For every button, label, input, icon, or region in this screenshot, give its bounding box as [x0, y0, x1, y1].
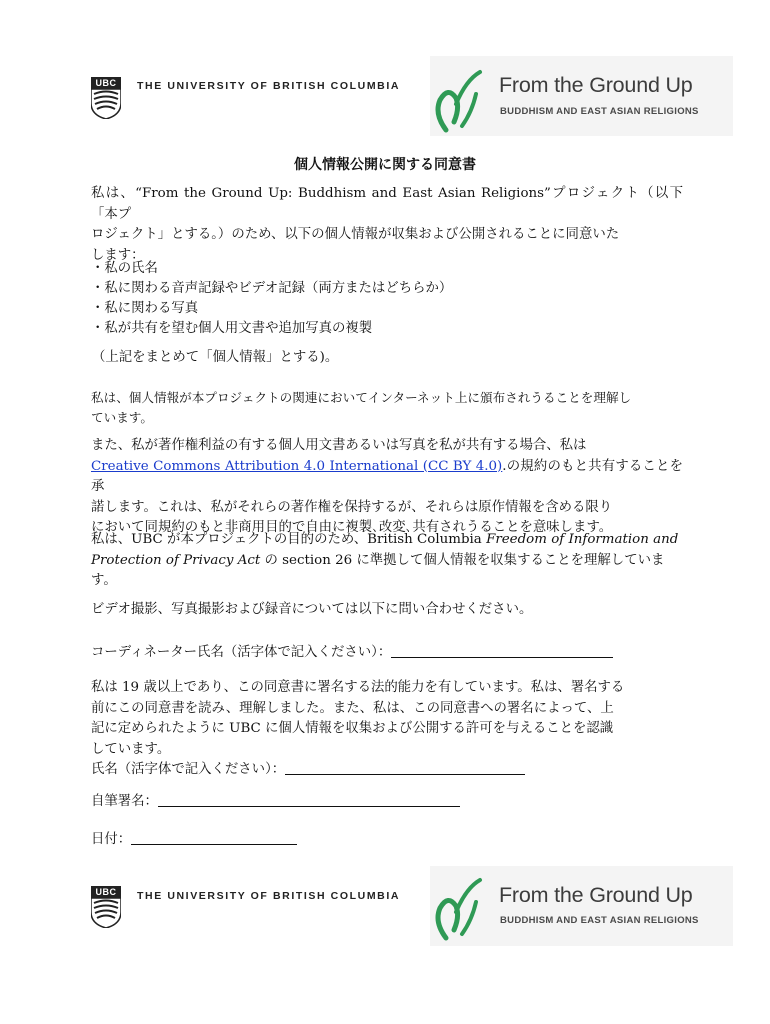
privacy-act-name: Freedom of Information and [486, 532, 679, 547]
list-item: ・私に関わる音声記録やビデオ記録（両方またはどちらか） [91, 281, 453, 296]
project-title: From the Ground Up [499, 73, 693, 97]
copyright-line: 諾します。これは、私がそれらの著作権を保持するが、それらは原作情報を含める限り [91, 499, 613, 515]
signature-blank[interactable] [158, 792, 460, 807]
name-field [91, 760, 525, 780]
sprout-icon [432, 64, 484, 134]
consent-paragraph [91, 678, 683, 760]
document-title: 個人情報公開に関する同意書 [294, 157, 476, 173]
copyright-paragraph [91, 436, 683, 539]
project-subtitle: BUDDHISM AND EAST ASIAN RELIGIONS [500, 915, 699, 926]
list-item: ・私が共有を望む個人用文書や追加写真の複製 [91, 321, 373, 336]
project-subtitle: BUDDHISM AND EAST ASIAN RELIGIONS [500, 106, 699, 117]
privacy-line [91, 530, 683, 551]
name-label: 氏名（活字体で記入ください）： [91, 762, 286, 777]
privacy-line [91, 551, 683, 572]
project-title: From the Ground Up [499, 883, 693, 907]
date-field [91, 830, 297, 850]
date-label: 日付： [91, 832, 132, 847]
copyright-line-rest: .の規約のもと共有することを承 [91, 458, 683, 494]
collective-note: （上記をまとめて「個人情報」とする)。 [92, 350, 339, 365]
list-item: ・私に関わる写真 [91, 301, 199, 316]
copyright-line: また、私が著作権利益の有する個人用文書あるいは写真を私が共有する場合、私は [91, 438, 587, 453]
internet-paragraph [91, 388, 683, 427]
sprout-icon [432, 872, 484, 942]
coordinator-name-blank[interactable] [391, 643, 613, 658]
cc-license-link[interactable]: Creative Commons Attribution 4.0 International (CC BY 4.0) [91, 458, 503, 474]
internet-line: 私は、個人情報が本プロジェクトの関連においてインターネット上に頒布されうることを理解し [91, 390, 632, 405]
privacy-text: の section 26 に準拠して個人情報を収集することを理解していま [260, 552, 665, 568]
privacy-paragraph [91, 530, 683, 592]
contact-line: ビデオ撮影、写真撮影および録音については以下に問い合わせください。 [91, 602, 533, 617]
consent-line: しています。 [91, 741, 171, 757]
copyright-line: において同規約のもと非商用目的で自由に複製､改変､共有されうることを意味します。 [91, 520, 613, 535]
signature-field [91, 792, 460, 812]
privacy-line: す。 [91, 573, 117, 588]
list-item: ・私の氏名 [91, 261, 158, 276]
intro-line: ロジェクト」とする。）のため、以下の個人情報が収集および公開されることに同意いた [91, 227, 620, 242]
coordinator-field [91, 643, 613, 663]
privacy-text: 私は、UBC が本プロジェクトの目的のため、British Columbia [91, 532, 487, 547]
ubc-name: THE UNIVERSITY OF BRITISH COLUMBIA [137, 890, 401, 902]
ubc-logo-text: UBC [95, 78, 117, 88]
intro-paragraph [91, 184, 683, 266]
internet-line: ています。 [91, 409, 153, 425]
ubc-name: THE UNIVERSITY OF BRITISH COLUMBIA [137, 80, 401, 92]
copyright-line [91, 457, 683, 498]
privacy-act-name: Protection of Privacy Act [91, 552, 261, 568]
coordinator-label: コーディネーター氏名（活字体で記入ください）： [91, 645, 392, 660]
consent-line: 記に定められたように UBC に個人情報を収集および公開する許可を与えることを認識 [91, 721, 614, 736]
consent-line: 私は 19 歳以上であり、この同意書に署名する法的能力を有しています。私は、署名する [91, 680, 625, 695]
intro-line: します： [91, 247, 145, 263]
signature-label: 自筆署名： [91, 794, 158, 809]
printed-name-blank[interactable] [285, 760, 525, 775]
intro-line: 私は、“From the Ground Up: Buddhism and East Asian Religions”プロジェクト（以下「本プ [91, 186, 683, 222]
info-item-list [91, 259, 683, 339]
date-blank[interactable] [131, 830, 297, 845]
consent-line: 前にこの同意書を読み、理解しました。また、私は、この同意書への署名によって、上 [91, 700, 614, 716]
ubc-logo-text: UBC [95, 887, 117, 897]
